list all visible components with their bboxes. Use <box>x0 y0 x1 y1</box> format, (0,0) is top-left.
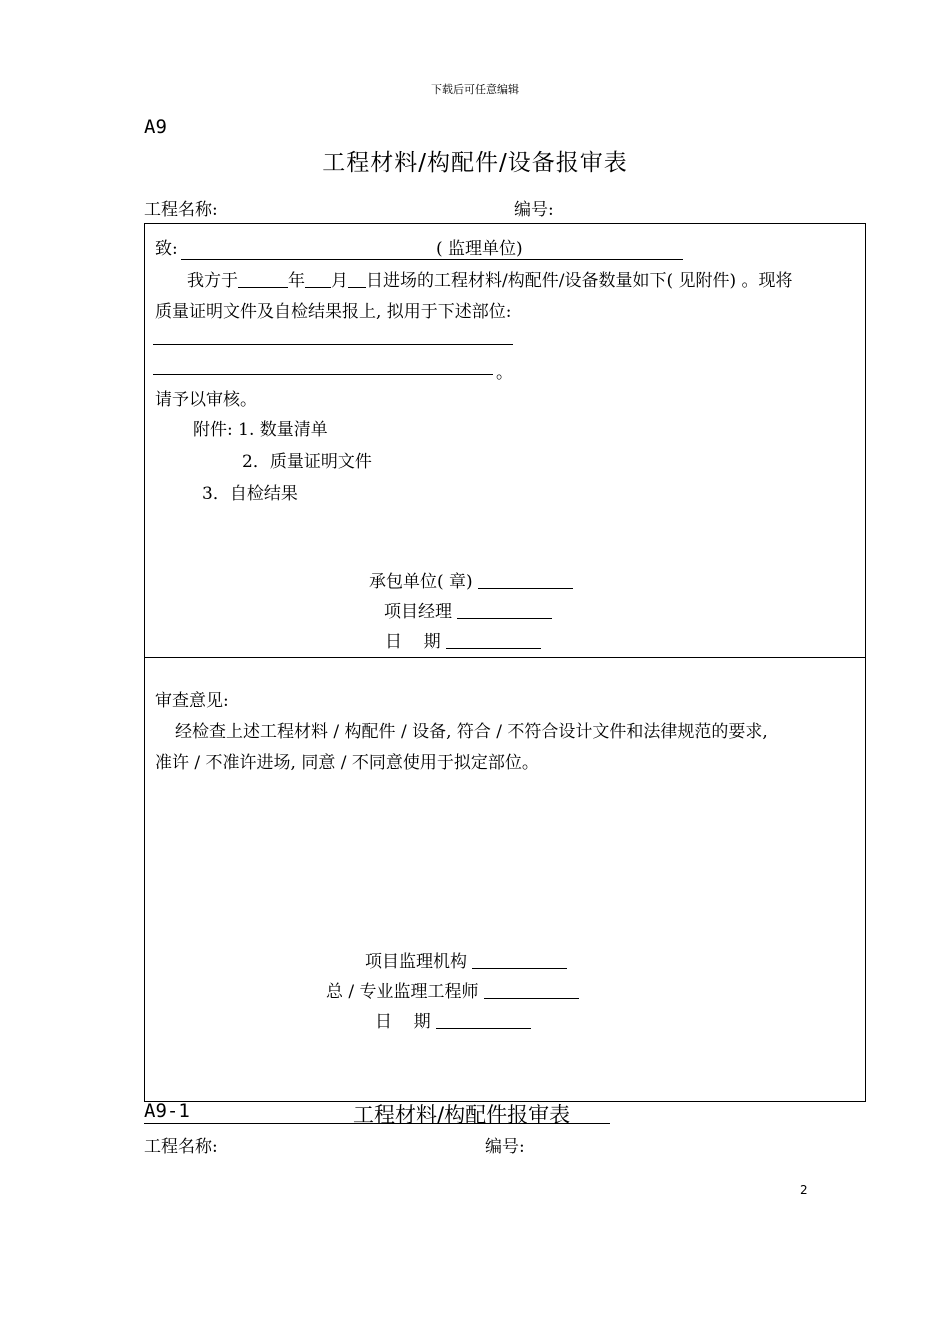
section-divider <box>144 657 866 658</box>
body-part2: 日进场的工程材料/构配件/设备数量如下( 见附件) 。现将 <box>366 271 793 291</box>
request-text: 请予以审核。 <box>155 390 257 410</box>
page-number: 2 <box>800 1183 808 1197</box>
contractor-label: 承包单位( 章) <box>369 572 473 592</box>
review-title: 审查意见: <box>155 691 229 711</box>
form-title-a9-1: 工程材料/构配件报审表 <box>353 1103 571 1127</box>
date-blank <box>446 632 541 649</box>
attachment-1: 附件: 1. 数量清单 <box>193 420 328 440</box>
review-line-2: 准许 / 不准许进场, 同意 / 不同意使用于拟定部位。 <box>155 753 539 773</box>
date2-row <box>375 1007 531 1032</box>
number-label-a9-1: 编号: <box>485 1137 525 1157</box>
to-label: 致: <box>155 239 178 259</box>
header-note: 下载后可任意编辑 <box>431 83 519 96</box>
engineer-blank <box>484 982 579 999</box>
attachment-3: 3．自检结果 <box>202 484 298 504</box>
supervision-org-blank <box>472 952 567 969</box>
number-label: 编号: <box>514 200 554 220</box>
pm-label: 项目经理 <box>384 602 452 622</box>
month-blank <box>305 271 331 288</box>
supervisor-unit-label: ( 监理单位) <box>436 239 523 259</box>
pm-row <box>384 597 552 622</box>
body-line-1 <box>187 266 793 291</box>
review-line-1: 经检查上述工程材料 / 构配件 / 设备, 符合 / 不符合设计文件和法律规范的要求, <box>175 722 768 742</box>
month-label: 月 <box>331 271 348 291</box>
form-code-a9-1: A9-1 <box>144 1100 190 1122</box>
date2-label: 日 期 <box>375 1012 431 1032</box>
year-label: 年 <box>288 271 305 291</box>
pm-blank <box>457 602 552 619</box>
supervision-org-label: 项目监理机构 <box>365 952 467 972</box>
body-line-2: 质量证明文件及自检结果报上, 拟用于下述部位: <box>155 302 512 322</box>
contractor-blank <box>478 572 573 589</box>
location-line-2 <box>153 374 493 375</box>
date-row <box>385 627 541 652</box>
location-line-1 <box>153 344 513 345</box>
attachment-2: 2．质量证明文件 <box>242 452 372 472</box>
engineer-label: 总 / 专业监理工程师 <box>326 982 479 1002</box>
supervision-org-row <box>365 947 567 972</box>
year-blank <box>238 271 288 288</box>
date2-blank <box>436 1012 531 1029</box>
body-part1: 我方于 <box>187 271 238 291</box>
engineer-row <box>326 977 579 1002</box>
supervisor-unit-line <box>181 259 683 260</box>
form-title: 工程材料/构配件/设备报审表 <box>322 150 628 176</box>
period-mark: 。 <box>496 363 513 383</box>
contractor-row <box>369 567 573 592</box>
project-name-label-a9-1: 工程名称: <box>144 1137 218 1157</box>
form-code: A9 <box>144 116 167 138</box>
date-label: 日 期 <box>385 632 441 652</box>
project-name-label: 工程名称: <box>144 200 218 220</box>
day-blank <box>348 271 366 288</box>
